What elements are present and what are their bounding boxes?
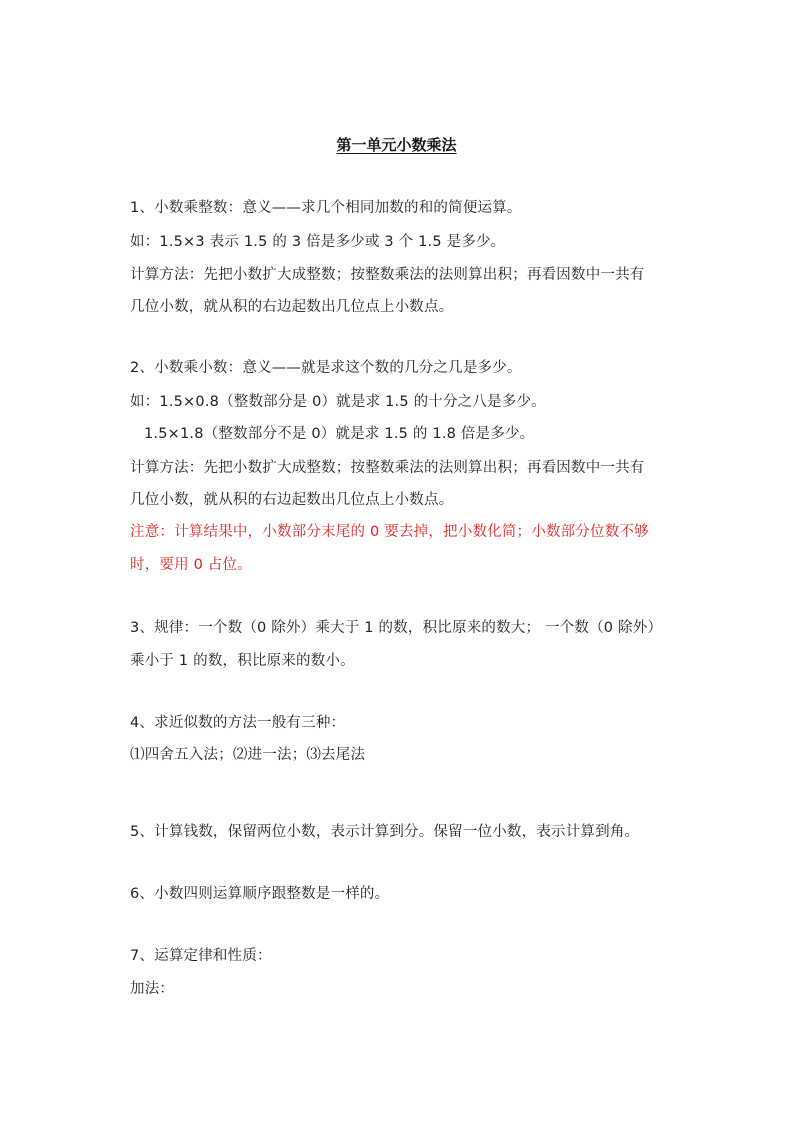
section-1-example: 如：1.5×3 表示 1.5 的 3 倍是多少或 3 个 1.5 是多少。 (130, 234, 506, 250)
page-title: 第一单元小数乘法 (336, 136, 457, 154)
section-2-note-line-2: 时，要用 0 占位。 (130, 557, 252, 573)
section-1-method-line-1: 计算方法：先把小数扩大成整数；按整数乘法的法则算出积；再看因数中一共有 (130, 267, 645, 283)
section-3-rule-line-2: 乘小于 1 的数，积比原来的数小。 (130, 653, 355, 669)
section-4-methods: ⑴四舍五入法；⑵进一法；⑶去尾法 (130, 747, 366, 763)
section-2-heading: 2、小数乘小数：意义——就是求这个数的几分之几是多少。 (130, 360, 522, 376)
section-2-note-line-1: 注意：计算结果中，小数部分末尾的 0 要去掉，把小数化简；小数部分位数不够 (130, 524, 649, 540)
section-2-method-line-2: 几位小数，就从积的右边起数出几位点上小数点。 (130, 492, 454, 508)
section-7-addition-label: 加法： (130, 981, 175, 997)
section-1-heading: 1、小数乘整数：意义——求几个相同加数的和的简便运算。 (130, 200, 522, 216)
section-1-method-line-2: 几位小数，就从积的右边起数出几位点上小数点。 (130, 299, 454, 315)
section-7-heading: 7、运算定律和性质： (130, 948, 272, 964)
section-2-method-line-1: 计算方法：先把小数扩大成整数；按整数乘法的法则算出积；再看因数中一共有 (130, 460, 645, 476)
section-4-heading: 4、求近似数的方法一般有三种： (130, 715, 346, 731)
section-3-rule-line-1: 3、规律：一个数（0 除外）乘大于 1 的数，积比原来的数大； 一个数（0 除外） (130, 620, 663, 636)
section-5-text: 5、计算钱数，保留两位小数，表示计算到分。保留一位小数，表示计算到角。 (130, 824, 640, 840)
section-2-example-1: 如：1.5×0.8（整数部分是 0）就是求 1.5 的十分之八是多少。 (130, 394, 546, 410)
section-2-example-2: 1.5×1.8（整数部分不是 0）就是求 1.5 的 1.8 倍是多少。 (144, 426, 535, 442)
section-6-text: 6、小数四则运算顺序跟整数是一样的。 (130, 886, 390, 902)
